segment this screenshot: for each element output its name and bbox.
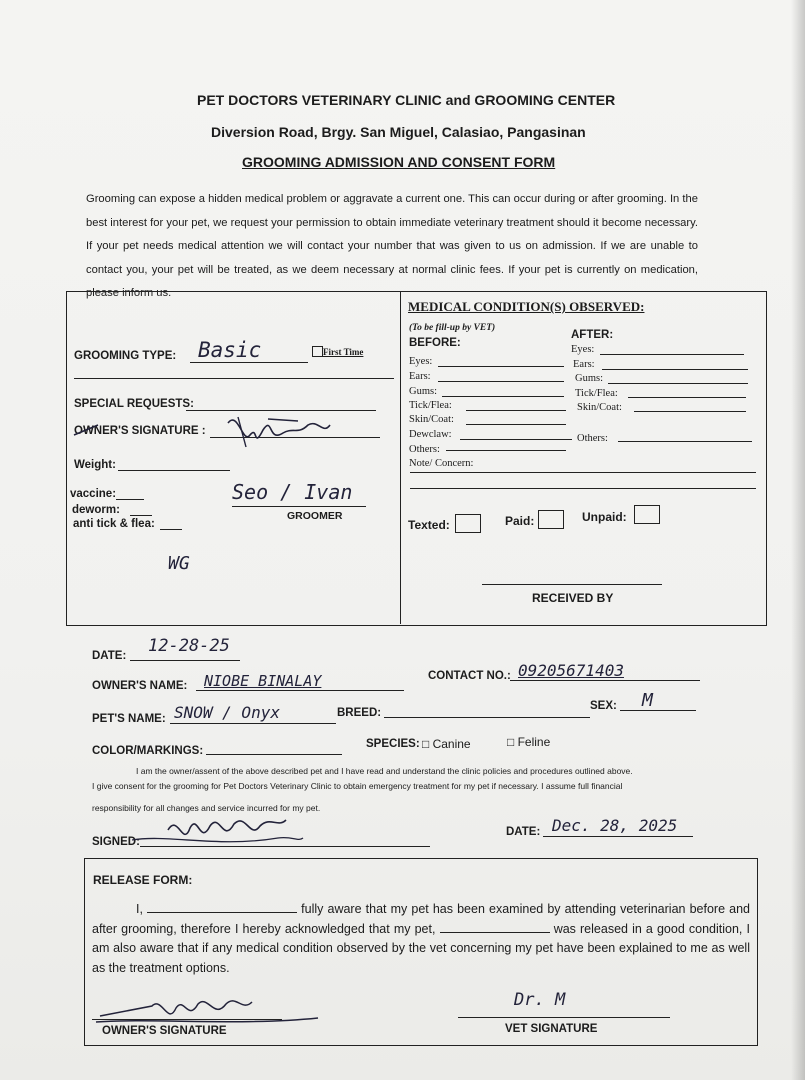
antitick-label: anti tick & flea: — [73, 518, 155, 530]
after-eyes-line[interactable] — [600, 354, 744, 355]
sex-label: SEX: — [590, 700, 617, 712]
release-text-a: I, — [136, 902, 143, 916]
consent-line-2: I give consent for the grooming for Pet Doctors Veterinary Clinic to obtain emergency treatment for my pet if necessary. I assume full financial — [92, 781, 623, 791]
feline-option[interactable]: □ Feline — [507, 735, 551, 749]
vaccine-line[interactable] — [116, 499, 144, 500]
before-skin: Skin/Coat: — [409, 414, 454, 425]
vaccine-label: vaccine: — [70, 488, 117, 500]
received-by-label: RECEIVED BY — [532, 591, 614, 605]
handwritten-note: WG — [168, 553, 190, 574]
after-skin: Skin/Coat: — [577, 402, 622, 413]
release-pet-line[interactable] — [440, 920, 550, 933]
owner-signature-scribble-icon — [68, 405, 368, 455]
breed-line[interactable] — [384, 717, 590, 718]
after-gums-line[interactable] — [608, 383, 748, 384]
before-ears: Ears: — [409, 371, 431, 382]
consent-date-line — [543, 836, 693, 837]
note-concern-label: Note/ Concern: — [409, 458, 474, 469]
release-title: RELEASE FORM: — [93, 873, 193, 887]
note-line-2[interactable] — [410, 488, 756, 489]
paid-checkbox[interactable] — [538, 510, 564, 529]
unpaid-label: Unpaid: — [582, 510, 627, 524]
species-label: SPECIES: — [366, 738, 420, 750]
color-line[interactable] — [206, 754, 342, 755]
texted-label: Texted: — [408, 518, 450, 532]
owner-signature-label: OWNER'S SIGNATURE : — [74, 425, 206, 437]
first-time-label: First Time — [323, 347, 364, 357]
paid-label: Paid: — [505, 514, 535, 528]
after-gums: Gums: — [575, 373, 604, 384]
after-ears-line[interactable] — [602, 369, 748, 370]
pet-name-value[interactable]: SNOW / Onyx — [174, 703, 280, 722]
weight-label: Weight: — [74, 459, 116, 471]
before-tick-line[interactable] — [466, 410, 566, 411]
release-text-b: fully aware that my pet has been examined by attending veterinarian before and after grooming, therefore I hereby acknowledged that my pet, — [92, 902, 750, 936]
before-dewclaw: Dewclaw: — [409, 429, 452, 440]
note-line-1[interactable] — [410, 472, 756, 473]
before-eyes-line[interactable] — [438, 366, 564, 367]
sex-value[interactable]: M — [642, 690, 653, 711]
consent-signature-scribble-icon — [128, 808, 308, 858]
grooming-type-line-2 — [74, 378, 394, 379]
grooming-type-label: GROOMING TYPE: — [74, 350, 177, 362]
clinic-name: PET DOCTORS VETERINARY CLINIC and GROOMING CENTER — [197, 92, 616, 108]
before-others: Others: — [409, 444, 440, 455]
medical-subtitle: (To be fill-up by VET) — [409, 323, 496, 333]
pet-name-label: PET'S NAME: — [92, 713, 166, 725]
date-label: DATE: — [92, 650, 127, 662]
breed-label: BREED: — [337, 707, 382, 719]
weight-line[interactable] — [118, 470, 230, 471]
color-label: COLOR/MARKINGS: — [92, 745, 204, 757]
after-skin-line[interactable] — [634, 411, 746, 412]
after-others: Others: — [577, 433, 608, 444]
groomer-line — [232, 506, 366, 507]
date-value[interactable]: 12-28-25 — [148, 636, 230, 656]
form-title: GROOMING ADMISSION AND CONSENT FORM — [242, 154, 556, 170]
groomer-value[interactable]: Seo / Ivan — [232, 480, 353, 504]
intro-paragraph: Grooming can expose a hidden medical problem or aggravate a current one. This can occur during or after grooming. In the best interest for your pet, we request your permission to obtain immediate veterinary treatment should it become necessary. If your pet needs medical attention we will contact your number that was given to us on admission. If we are unable to contact you, your pet will be treated, as we deem necessary at normal clinic fees. If your pet is currently on medication, please inform us. — [86, 193, 698, 299]
received-by-line[interactable] — [482, 584, 662, 585]
release-owner-line[interactable] — [147, 900, 297, 913]
grooming-type-line — [190, 362, 308, 363]
sex-line — [620, 710, 696, 711]
release-owner-sig-line[interactable] — [92, 1019, 282, 1020]
medical-title: MEDICAL CONDITION(S) OBSERVED: — [408, 299, 645, 314]
contact-line — [510, 680, 700, 681]
page-shadow — [791, 0, 805, 1080]
deworm-line[interactable] — [130, 515, 152, 516]
antitick-line[interactable] — [160, 529, 182, 530]
date-line — [130, 660, 240, 661]
groomer-label: GROOMER — [287, 510, 343, 522]
unpaid-checkbox[interactable] — [634, 505, 660, 524]
after-eyes: Eyes: — [571, 344, 595, 355]
consent-line-3: responsibility for all changes and service incurred for my pet. — [92, 803, 321, 813]
release-text — [92, 900, 750, 978]
before-ears-line[interactable] — [438, 381, 564, 382]
before-tick: Tick/Flea: — [409, 400, 452, 411]
consent-date-value[interactable]: Dec. 28, 2025 — [552, 816, 678, 835]
before-dewclaw-line[interactable] — [460, 439, 572, 440]
before-gums-line[interactable] — [442, 396, 564, 397]
vet-sig-line[interactable] — [458, 1017, 670, 1018]
table-divider — [400, 292, 401, 624]
first-time-checkbox[interactable] — [312, 346, 323, 357]
owner-name-label: OWNER'S NAME: — [92, 680, 188, 692]
clinic-address: Diversion Road, Brgy. San Miguel, Calasiao, Pangasinan — [211, 124, 586, 140]
texted-checkbox[interactable] — [455, 514, 481, 533]
vet-sig-label: VET SIGNATURE — [505, 1023, 598, 1035]
before-eyes: Eyes: — [409, 356, 433, 367]
after-label: AFTER: — [571, 329, 614, 341]
before-label: BEFORE: — [409, 337, 461, 349]
before-others-line[interactable] — [446, 450, 566, 451]
after-tick: Tick/Flea: — [575, 388, 618, 399]
special-requests-label: SPECIAL REQUESTS: — [74, 398, 194, 410]
before-gums: Gums: — [409, 386, 438, 397]
owner-name-line — [196, 690, 404, 691]
vet-signature-value: Dr. M — [514, 990, 566, 1010]
pet-name-line — [170, 723, 336, 724]
signed-label: SIGNED: — [92, 836, 140, 848]
after-others-line[interactable] — [618, 441, 752, 442]
consent-date-label: DATE: — [506, 826, 541, 838]
contact-label: CONTACT NO.: — [428, 670, 511, 682]
contact-value[interactable]: 09205671403 — [518, 661, 624, 680]
grooming-type-value[interactable]: Basic — [198, 338, 262, 362]
after-ears: Ears: — [573, 359, 595, 370]
release-owner-sig-label: OWNER'S SIGNATURE — [102, 1025, 227, 1037]
before-skin-line[interactable] — [466, 424, 566, 425]
owner-name-value[interactable]: NIOBE BINALAY — [204, 672, 322, 690]
canine-option[interactable]: □ Canine — [422, 737, 471, 751]
after-tick-line[interactable] — [628, 397, 746, 398]
release-text-c: was released in a good condition, I am also aware that if any medical condition observed by the vet concerning my pet have been explained to me as well as the treatment options. — [92, 921, 750, 975]
consent-line-1: I am the owner/assent of the above described pet and I have read and understand the clinic policies and procedures outlined above. — [136, 766, 633, 776]
deworm-label: deworm: — [72, 504, 120, 516]
